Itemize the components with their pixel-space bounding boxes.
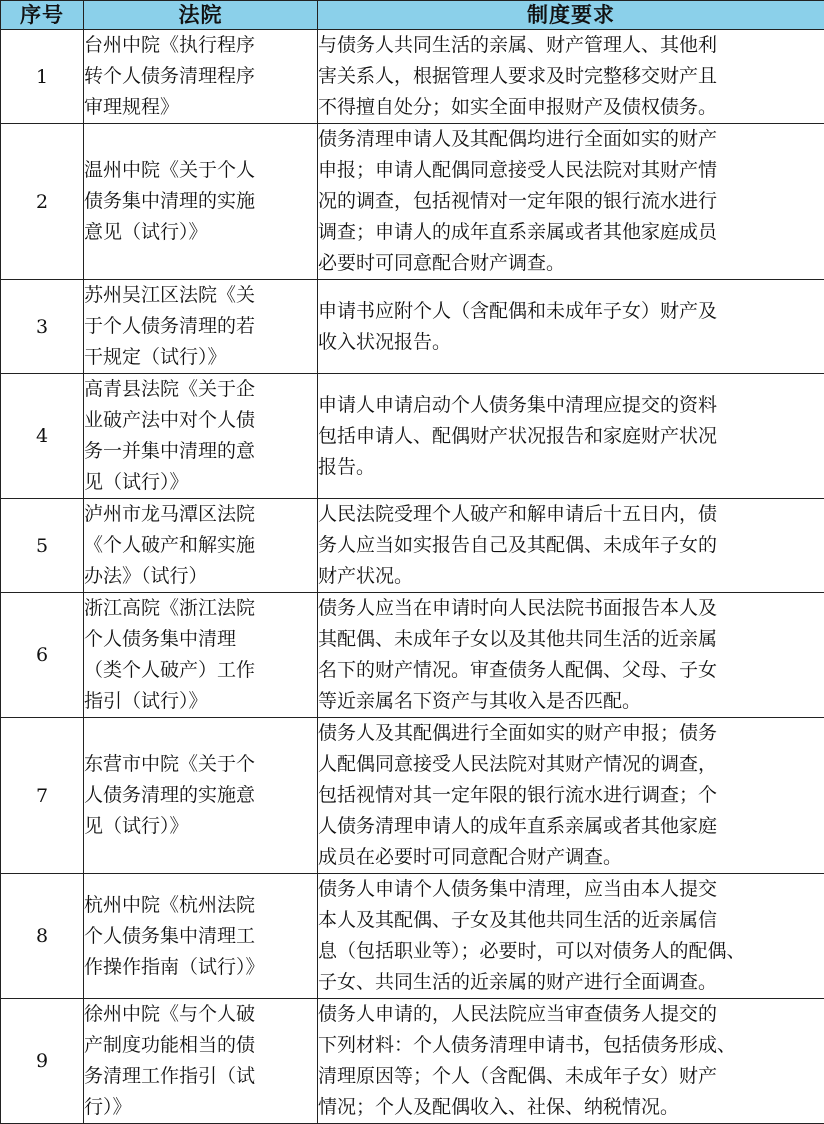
requirement-line: 况的调查，包括视情对一定年限的银行流水进行 — [318, 186, 824, 217]
requirement-line: 人民法院受理个人破产和解申请后十五日内，债 — [318, 499, 824, 530]
requirement-line: 收入状况报告。 — [318, 327, 824, 358]
requirement-cell — [318, 593, 824, 718]
court-line: 意见（试行）》 — [84, 217, 317, 248]
requirement-line: 等近亲属名下资产与其收入是否匹配。 — [318, 686, 824, 717]
table-row — [1, 280, 824, 374]
requirement-line: 财产状况。 — [318, 561, 824, 592]
requirement-line: 必要时可同意配合财产调查。 — [318, 248, 824, 279]
requirement-line: 申报；申请人配偶同意接受人民法院对其财产情 — [318, 155, 824, 186]
court-line: 《个人破产和解实施 — [84, 530, 317, 561]
row-number: 3 — [1, 280, 84, 374]
court-line: 于个人债务清理的若 — [84, 311, 317, 342]
court-line: 见（试行）》 — [84, 467, 317, 498]
requirement-line: 申请人申请启动个人债务集中清理应提交的资料 — [318, 390, 824, 421]
table-row — [1, 593, 824, 718]
requirement-line: 债务人申请个人债务集中清理，应当由本人提交 — [318, 874, 824, 905]
row-number: 6 — [1, 593, 84, 718]
requirement-line: 子女、共同生活的近亲属的财产进行全面调查。 — [318, 967, 824, 998]
court-line: 干规定（试行）》 — [84, 342, 317, 373]
requirement-line: 清理原因等；个人（含配偶、未成年子女）财产 — [318, 1061, 824, 1092]
court-cell — [84, 374, 318, 499]
requirement-line: 其配偶、未成年子女以及其他共同生活的近亲属 — [318, 624, 824, 655]
requirement-line: 包括申请人、配偶财产状况报告和家庭财产状况 — [318, 421, 824, 452]
court-line: 指引（试行）》 — [84, 686, 317, 717]
row-number: 9 — [1, 999, 84, 1124]
requirement-line: 债务清理申请人及其配偶均进行全面如实的财产 — [318, 124, 824, 155]
table-row — [1, 374, 824, 499]
court-cell — [84, 999, 318, 1124]
table-row — [1, 30, 824, 124]
requirement-cell — [318, 499, 824, 593]
court-line: 办法》（试行） — [84, 561, 317, 592]
requirement-line: 债务人申请的，人民法院应当审查债务人提交的 — [318, 999, 824, 1030]
court-line: 产制度功能相当的债 — [84, 1030, 317, 1061]
court-line: 审理规程》 — [84, 92, 317, 123]
requirement-cell — [318, 280, 824, 374]
court-line: 徐州中院《与个人破 — [84, 999, 317, 1030]
court-cell — [84, 499, 318, 593]
table-row — [1, 499, 824, 593]
header-number: 序号 — [1, 1, 84, 30]
requirement-cell — [318, 999, 824, 1124]
court-line: 个人债务集中清理工 — [84, 921, 317, 952]
requirement-line: 人配偶同意接受人民法院对其财产情况的调查， — [318, 749, 824, 780]
court-line: 债务集中清理的实施 — [84, 186, 317, 217]
requirement-line: 人债务清理申请人的成年直系亲属或者其他家庭 — [318, 811, 824, 842]
court-line: 杭州中院《杭州法院 — [84, 890, 317, 921]
header-court: 法院 — [84, 1, 318, 30]
row-number: 8 — [1, 874, 84, 999]
court-line: 见（试行）》 — [84, 811, 317, 842]
court-line: 务一并集中清理的意 — [84, 436, 317, 467]
requirement-line: 报告。 — [318, 452, 824, 483]
row-number: 7 — [1, 718, 84, 874]
requirement-line: 与债务人共同生活的亲属、财产管理人、其他利 — [318, 30, 824, 61]
requirement-line: 情况；个人及配偶收入、社保、纳税情况。 — [318, 1092, 824, 1123]
header-requirement: 制度要求 — [318, 1, 824, 30]
requirement-line: 下列材料：个人债务清理申请书，包括债务形成、 — [318, 1030, 824, 1061]
requirement-cell — [318, 874, 824, 999]
court-line: 业破产法中对个人债 — [84, 405, 317, 436]
table-row — [1, 874, 824, 999]
header-row — [1, 1, 824, 30]
requirement-line: 息（包括职业等）；必要时，可以对债务人的配偶、 — [318, 936, 824, 967]
requirement-line: 名下的财产情况。审查债务人配偶、父母、子女 — [318, 655, 824, 686]
court-line: 泸州市龙马潭区法院 — [84, 499, 317, 530]
court-line: 务清理工作指引（试 — [84, 1061, 317, 1092]
row-number: 1 — [1, 30, 84, 124]
requirement-cell — [318, 124, 824, 280]
table-row — [1, 718, 824, 874]
court-line: 东营市中院《关于个 — [84, 749, 317, 780]
court-cell — [84, 280, 318, 374]
table-row — [1, 999, 824, 1124]
court-line: 台州中院《执行程序 — [84, 30, 317, 61]
court-cell — [84, 30, 318, 124]
requirement-line: 成员在必要时可同意配合财产调查。 — [318, 842, 824, 873]
court-cell — [84, 124, 318, 280]
court-line: 行）》 — [84, 1092, 317, 1123]
court-line: 个人债务集中清理 — [84, 624, 317, 655]
requirement-cell — [318, 374, 824, 499]
requirement-cell — [318, 718, 824, 874]
requirement-line: 本人及其配偶、子女及其他共同生活的近亲属信 — [318, 905, 824, 936]
court-line: 高青县法院《关于企 — [84, 374, 317, 405]
requirement-line: 债务人及其配偶进行全面如实的财产申报；债务 — [318, 718, 824, 749]
court-line: 作操作指南（试行）》 — [84, 952, 317, 983]
court-line: 人债务清理的实施意 — [84, 780, 317, 811]
requirement-line: 申请书应附个人（含配偶和未成年子女）财产及 — [318, 296, 824, 327]
requirement-line: 包括视情对其一定年限的银行流水进行调查；个 — [318, 780, 824, 811]
court-cell — [84, 874, 318, 999]
court-line: （类个人破产）工作 — [84, 655, 317, 686]
row-number: 5 — [1, 499, 84, 593]
court-cell — [84, 593, 318, 718]
court-cell — [84, 718, 318, 874]
requirement-cell — [318, 30, 824, 124]
court-line: 温州中院《关于个人 — [84, 155, 317, 186]
row-number: 2 — [1, 124, 84, 280]
requirement-line: 务人应当如实报告自己及其配偶、未成年子女的 — [318, 530, 824, 561]
requirement-line: 债务人应当在申请时向人民法院书面报告本人及 — [318, 593, 824, 624]
requirement-line: 调查；申请人的成年直系亲属或者其他家庭成员 — [318, 217, 824, 248]
row-number: 4 — [1, 374, 84, 499]
requirement-line: 不得擅自处分；如实全面申报财产及债权债务。 — [318, 92, 824, 123]
court-line: 浙江高院《浙江法院 — [84, 593, 317, 624]
table-row — [1, 124, 824, 280]
court-line: 苏州吴江区法院《关 — [84, 280, 317, 311]
requirement-line: 害关系人，根据管理人要求及时完整移交财产且 — [318, 61, 824, 92]
court-line: 转个人债务清理程序 — [84, 61, 317, 92]
